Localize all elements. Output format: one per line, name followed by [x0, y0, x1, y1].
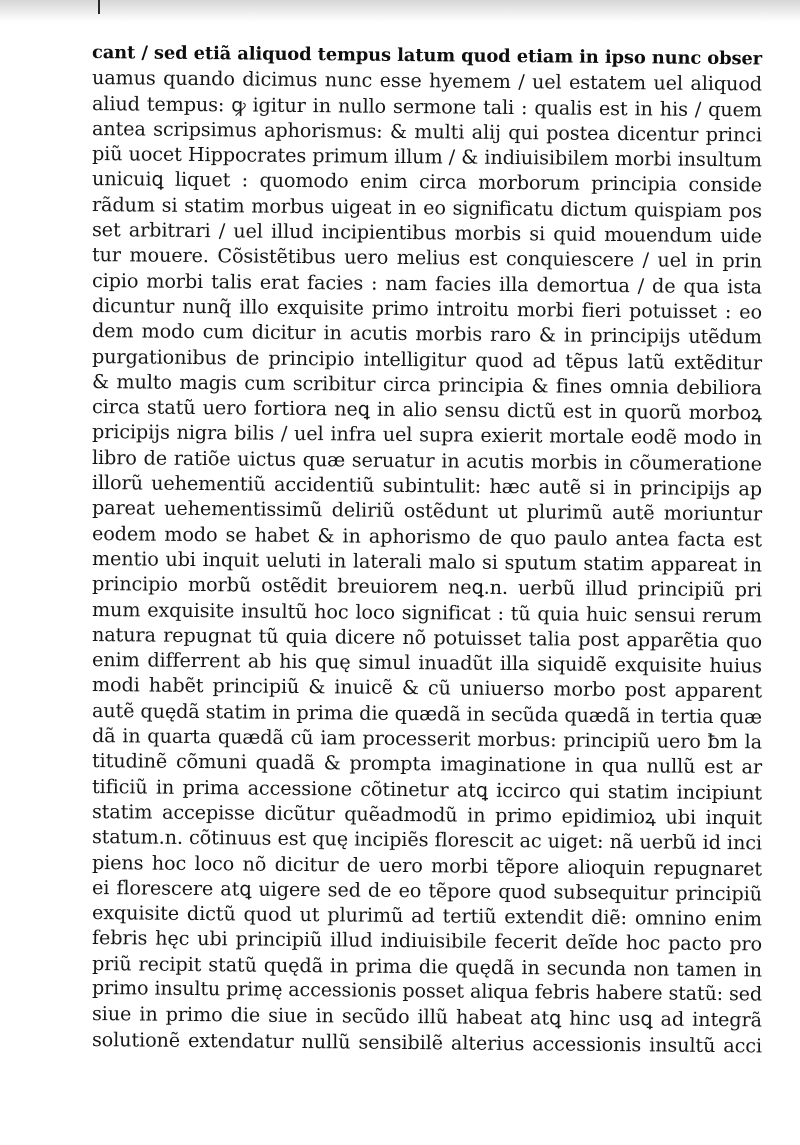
- text-line: tur mouere. Cõsistẽtibus uero melius est conquiescere / uel in prin: [91, 243, 763, 273]
- text-line: enim differrent ab his quę simul inuadũt illa siquidẽ exquisite huius: [91, 648, 763, 678]
- text-line: purgationibus de principio intelligitur quod ad tẽpus latũ extẽditur: [91, 344, 763, 374]
- text-line: cant / sed etiã aliquod tempus latum quod etiam in ipso nunc obser: [91, 42, 763, 70]
- text-line: ei florescere atꝗ uigere sed de eo tẽpore quod subsequitur principiũ: [91, 875, 763, 906]
- latin-text-block: [91, 40, 763, 1058]
- text-line: antea scripsimus aphorismus: & multi alij qui postea dicentur princi: [91, 116, 763, 147]
- text-line: cipio morbi talis erat facies : nam facies illa demortua / de qua ista: [91, 268, 763, 299]
- text-line: libro de ratiõe uictus quæ seruatur in acutis morbis in cõumeratione: [91, 445, 763, 476]
- text-line: siue in primo die siue in secũdo illũ habeat atꝗ hinc usꝗ ad integrã: [91, 1002, 763, 1032]
- text-line: mentio ubi inquit ueluti in laterali malo si sputum statim appareat in: [91, 546, 763, 577]
- text-line: pricipijs nigra bilis / uel infra uel supra exierit mortale eodẽ modo in: [91, 420, 763, 450]
- text-line: rãdum si statim morbus uigeat in eo significatu dictum quispiam pos: [91, 192, 763, 223]
- text-line: primo insultu primę accessionis posset aliqua febris habere statũ: sed: [91, 976, 763, 1006]
- text-line: principio morbũ ostẽdit breuiorem neꝗ.n. uerbũ illud principiũ pri: [91, 572, 763, 602]
- text-line: circa statũ uero fortiora neꝗ in alio sensu dictũ est in quorũ morboꝝ: [91, 395, 763, 425]
- text-line: statum.n. cõtinuus est quę incipiẽs florescit ac uiget: nã uerbũ id inci: [91, 825, 763, 855]
- text-line: & multo magis cum scribitur circa principia & fines omnia debiliora: [91, 369, 763, 400]
- text-line: exquisite dictũ quod ut plurimũ ad tertiũ extendit diẽ: omnino enim: [91, 901, 763, 931]
- text-line: piũ uocet Hippocrates primum illum / & indiuisibilem morbi insultum: [91, 142, 763, 172]
- text-line: statim accepisse dicũtur quẽadmodũ in primo epidimioꝝ ubi inquit: [91, 799, 763, 830]
- page-top-edge: [0, 0, 800, 22]
- text-line: set arbitrari / uel illud incipientibus morbis si quid mouendum uide: [91, 218, 763, 248]
- text-line: titudinẽ cõmuni quadã & prompta imaginatione in qua nullũ est ar: [91, 749, 763, 779]
- text-line: unicuiꝗ liquet : quomodo enim circa morborum principia conside: [91, 167, 763, 197]
- text-line: eodem modo se habet & in aphorismo de quo paulo antea facta est: [91, 521, 763, 552]
- text-line: mum exquisite insultũ hoc loco significat : tũ quia huic sensui rerum: [91, 597, 763, 627]
- text-line: dem modo cum dicitur in acutis morbis raro & in principijs utẽdum: [91, 319, 763, 349]
- text-line: tificiũ in prima accessione cõtinetur atꝗ iccirco qui statim incipiunt: [91, 774, 763, 805]
- text-line: solutionẽ extendatur nullũ sensibilẽ alterius accessionis insultũ acci: [91, 1027, 763, 1058]
- text-line: dicuntur nunq̃ illo exquisite primo introitu morbi fieri potuisset : eo: [91, 293, 763, 324]
- text-line: illorũ uehementiũ accidentiũ subintulit: hæc autẽ si in principijs ap: [91, 471, 763, 501]
- text-line: pareat uehementissimũ deliriũ ostẽdunt ut plurimũ autẽ moriuntur: [91, 496, 763, 526]
- text-line: dã in quarta quædã cũ iam processerit morbus: principiũ uero ƀm la: [91, 724, 763, 754]
- text-line: modi habẽt principiũ & inuicẽ & cũ uniuerso morbo post apparent: [91, 673, 763, 703]
- text-line: febris hęc ubi principiũ illud indiuisibile fecerit deĩde hoc pacto pro: [91, 926, 763, 956]
- text-line: natura repugnat tũ quia dicere nõ potuisset talia post apparẽtia quo: [91, 622, 763, 653]
- text-line: autẽ quędã statim in prima die quædã in secũda quædã in tertia quæ: [91, 698, 763, 729]
- text-line: piens hoc loco nõ dicitur de uero morbi tẽpore alioquin repugnaret: [91, 850, 763, 880]
- text-line: aliud tempus: ꝙ igitur in nullo sermone tali : qualis est in his / quem: [91, 91, 763, 122]
- text-line: priũ recipit statũ quędã in prima die quędã in secunda non tamen in: [91, 951, 763, 982]
- text-line: uamus quando dicimus nunc esse hyemem / uel estatem uel aliquod: [91, 66, 763, 96]
- gutter-mark: [98, 0, 100, 14]
